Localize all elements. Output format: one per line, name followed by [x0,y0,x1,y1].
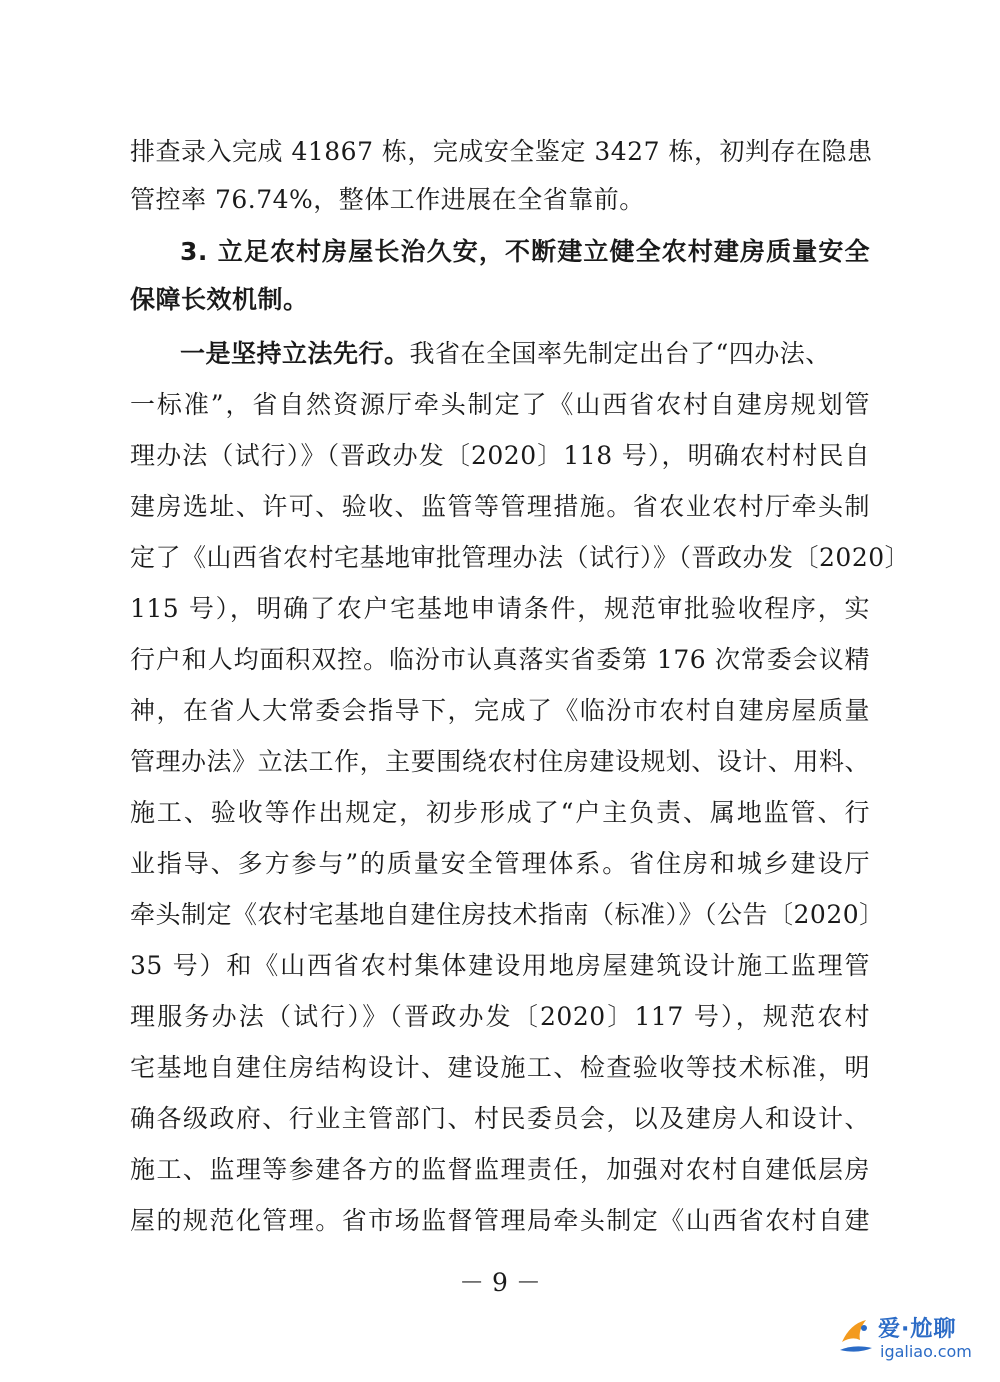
paragraph-line: 施工、监理等参建各方的监督监理责任，加强对农村自建低层房 [130,1155,870,1184]
watermark-title: 爱·尬聊 [878,1317,957,1342]
paragraph-line: 定了《山西省农村宅基地审批管理办法（试行）》（晋政办发〔2020〕 [130,543,911,572]
paragraph-line: 行户和人均面积双控。临汾市认真落实省委第 176 次常委会议精 [130,645,870,674]
watermark-logo-icon [836,1314,876,1358]
paragraph-first-line [180,339,870,369]
paragraph-line: 建房选址、许可、验收、监管等管理措施。省农业农村厅牵头制 [130,492,870,521]
paragraph-line: 宅基地自建住房结构设计、建设施工、检查验收等技术标准，明 [130,1053,870,1082]
paragraph-line: 35 号）和《山西省农村集体建设用地房屋建筑设计施工监理管 [130,951,870,980]
site-watermark [836,1306,986,1370]
paragraph-line: 牵头制定《农村宅基地自建住房技术指南（标准）》（公告〔2020〕 [130,900,885,929]
paragraph-line: 一标准”，省自然资源厅牵头制定了《山西省农村自建房规划管 [130,390,870,419]
paragraph-line: 确各级政府、行业主管部门、村民委员会，以及建房人和设计、 [130,1104,870,1133]
paragraph-lead: 一是坚持立法先行。 [180,339,410,368]
section-heading-line: 保障长效机制。 [130,285,309,314]
paragraph-line: 管理办法》立法工作，主要围绕农村住房建设规划、设计、用料、 [130,747,870,776]
watermark-url: igaliao.com [880,1342,972,1361]
page-number: － 9 － [459,1268,541,1297]
paragraph-line: 理办法（试行）》（晋政办发〔2020〕118 号），明确农村村民自 [130,441,870,470]
paragraph-line: 业指导、多方参与”的质量安全管理体系。省住房和城乡建设厅 [130,849,870,878]
paragraph-line: 施工、验收等作出规定，初步形成了“户主负责、属地监管、行 [130,798,870,827]
paragraph-line: 神，在省人大常委会指导下，完成了《临汾市农村自建房屋质量 [130,696,870,725]
paragraph-first-rest: 我省在全国率先制定出台了“四办法、 [409,339,831,368]
section-heading-line: 3. 立足农村房屋长治久安，不断建立健全农村建房质量安全 [180,237,870,266]
paragraph-line: 屋的规范化管理。省市场监督管理局牵头制定《山西省农村自建 [130,1206,870,1235]
body-line: 排查录入完成 41867 栋，完成安全鉴定 3427 栋，初判存在隐患 [130,137,873,166]
paragraph-line: 理服务办法（试行）》（晋政办发〔2020〕117 号），规范农村 [130,1002,870,1031]
paragraph-line: 115 号），明确了农户宅基地申请条件，规范审批验收程序，实 [130,594,870,623]
body-line: 管控率 76.74%，整体工作进展在全省靠前。 [130,185,645,214]
